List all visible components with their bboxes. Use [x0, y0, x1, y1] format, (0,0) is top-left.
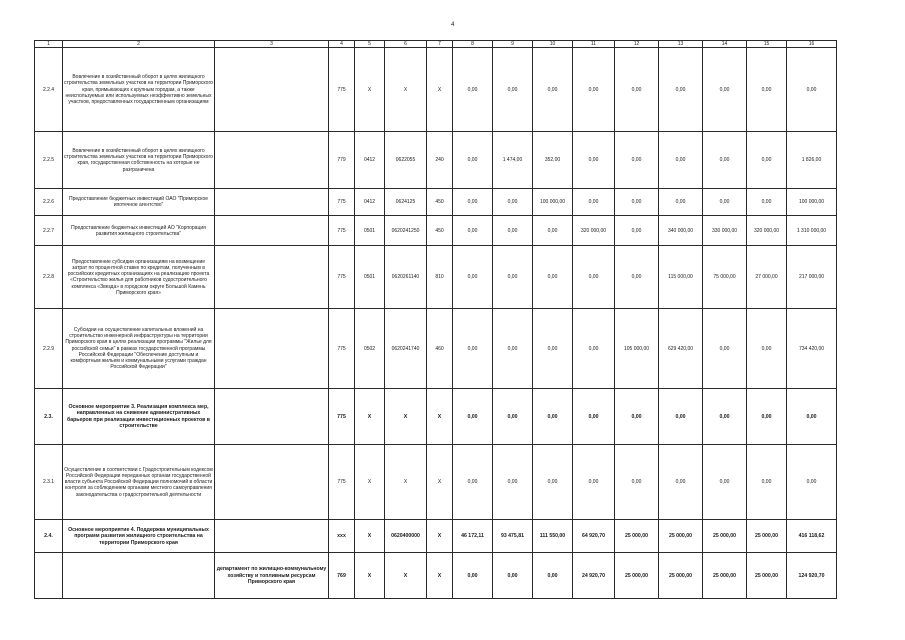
- code-grbs: 775: [329, 48, 355, 132]
- value-col-12: 25 000,00: [615, 553, 659, 599]
- code-rzpr: 0412: [355, 189, 385, 216]
- value-col-8: 0,00: [453, 445, 493, 520]
- row-description: [63, 553, 215, 599]
- value-col-9: 0,00: [493, 216, 533, 246]
- value-col-12: 0,00: [615, 189, 659, 216]
- value-col-14: 0,00: [703, 189, 747, 216]
- responsible-executor: [215, 520, 329, 553]
- code-csr: 0622055: [385, 132, 427, 189]
- value-col-8: 0,00: [453, 216, 493, 246]
- value-total: 217 000,00: [787, 246, 837, 309]
- value-col-15: 0,00: [747, 132, 787, 189]
- value-col-15: 0,00: [747, 445, 787, 520]
- value-col-13: 25 000,00: [659, 553, 703, 599]
- value-total: 124 920,70: [787, 553, 837, 599]
- value-col-14: 0,00: [703, 445, 747, 520]
- row-number: 2.2.8: [35, 246, 63, 309]
- code-csr: X: [385, 445, 427, 520]
- code-csr: X: [385, 389, 427, 445]
- code-csr: 0620241250: [385, 216, 427, 246]
- column-number: 11: [573, 41, 615, 48]
- row-number: 2.4.: [35, 520, 63, 553]
- value-col-15: 27 000,00: [747, 246, 787, 309]
- value-col-13: 0,00: [659, 48, 703, 132]
- value-col-10: 100 000,00: [533, 189, 573, 216]
- code-rzpr: 0501: [355, 246, 385, 309]
- column-number: 4: [329, 41, 355, 48]
- value-col-8: 0,00: [453, 553, 493, 599]
- table-row: [35, 189, 837, 216]
- value-col-9: 1 474,00: [493, 132, 533, 189]
- code-csr: 0620400000: [385, 520, 427, 553]
- value-col-13: 0,00: [659, 189, 703, 216]
- value-col-9: 0,00: [493, 309, 533, 389]
- row-description: Основное мероприятие 3. Реализация комплекса мер, направленных на снижение административных барьеров при реализации инвестиционных проектов в строительстве: [63, 389, 215, 445]
- value-col-11: 0,00: [573, 445, 615, 520]
- code-vr: 450: [427, 216, 453, 246]
- row-number: 2.2.4: [35, 48, 63, 132]
- value-total: 100 000,00: [787, 189, 837, 216]
- responsible-executor: [215, 389, 329, 445]
- value-col-10: 352,00: [533, 132, 573, 189]
- row-number: 2.3.: [35, 389, 63, 445]
- value-col-11: 0,00: [573, 132, 615, 189]
- value-col-12: 0,00: [615, 445, 659, 520]
- column-number: 12: [615, 41, 659, 48]
- value-col-12: 105 000,00: [615, 309, 659, 389]
- value-col-12: 0,00: [615, 216, 659, 246]
- value-col-15: 0,00: [747, 309, 787, 389]
- value-col-11: 0,00: [573, 48, 615, 132]
- value-col-10: 0,00: [533, 553, 573, 599]
- value-col-12: 0,00: [615, 389, 659, 445]
- value-total: 734 420,00: [787, 309, 837, 389]
- value-total: 1 310 000,00: [787, 216, 837, 246]
- row-number: 2.2.5: [35, 132, 63, 189]
- responsible-executor: [215, 309, 329, 389]
- value-col-13: 115 000,00: [659, 246, 703, 309]
- value-col-11: 24 920,70: [573, 553, 615, 599]
- value-col-10: 0,00: [533, 246, 573, 309]
- value-col-9: 0,00: [493, 553, 533, 599]
- value-col-8: 0,00: [453, 309, 493, 389]
- row-description: Вовлечение в хозяйственный оборот в целях жилищного строительства земельных участков на территории Приморского края, примыкающих к крупным городам, а также неиспользуемых или используемых неэффективно земельных участков, предоставленных государственным организациям: [63, 48, 215, 132]
- code-rzpr: X: [355, 520, 385, 553]
- code-grbs: 775: [329, 445, 355, 520]
- value-col-11: 64 920,70: [573, 520, 615, 553]
- value-col-14: 0,00: [703, 132, 747, 189]
- value-col-15: 25 000,00: [747, 520, 787, 553]
- value-total: 0,00: [787, 389, 837, 445]
- code-grbs: 779: [329, 132, 355, 189]
- responsible-executor: [215, 132, 329, 189]
- table-row: [35, 520, 837, 553]
- value-col-12: 0,00: [615, 48, 659, 132]
- value-col-11: 0,00: [573, 189, 615, 216]
- value-col-14: 25 000,00: [703, 553, 747, 599]
- table-row: [35, 553, 837, 599]
- value-col-13: 0,00: [659, 132, 703, 189]
- value-col-8: 46 172,11: [453, 520, 493, 553]
- table-row: [35, 132, 837, 189]
- code-rzpr: X: [355, 389, 385, 445]
- table-row: [35, 246, 837, 309]
- row-number: [35, 553, 63, 599]
- value-col-8: 0,00: [453, 132, 493, 189]
- value-col-13: 0,00: [659, 445, 703, 520]
- value-col-12: 25 000,00: [615, 520, 659, 553]
- row-number: 2.2.7: [35, 216, 63, 246]
- responsible-executor: [215, 445, 329, 520]
- row-description: Субсидии на осуществление капитальных вложений на строительство инженерной инфраструктуры на территории Приморского края в целях реализации программы "Жилье для российской семьи" в рамках государственной программы Российской Федерации "Обеспечение доступным и комфортным жильем и коммунальными услугами граждан Российской Федерации": [63, 309, 215, 389]
- value-col-9: 0,00: [493, 48, 533, 132]
- code-rzpr: 0501: [355, 216, 385, 246]
- responsible-executor: [215, 246, 329, 309]
- row-description: Осуществление в соответствии с Градостроительным кодексом Российской Федерации переданных органам государственной власти субъекта Российской Федерации полномочий в области контроля за соблюдением органами местного самоуправления законодательства о градостроительной деятельности: [63, 445, 215, 520]
- value-total: 1 826,00: [787, 132, 837, 189]
- value-col-10: 0,00: [533, 445, 573, 520]
- code-grbs: 775: [329, 309, 355, 389]
- code-rzpr: 0412: [355, 132, 385, 189]
- value-col-10: 0,00: [533, 48, 573, 132]
- value-col-11: 0,00: [573, 309, 615, 389]
- value-col-15: 0,00: [747, 189, 787, 216]
- table-row: [35, 216, 837, 246]
- value-col-8: 0,00: [453, 389, 493, 445]
- column-number: 14: [703, 41, 747, 48]
- value-col-14: 0,00: [703, 48, 747, 132]
- value-col-10: 111 550,00: [533, 520, 573, 553]
- row-description: Основное мероприятие 4. Поддержка муниципальных программ развития жилищного строительства на территории Приморского края: [63, 520, 215, 553]
- value-col-8: 0,00: [453, 189, 493, 216]
- code-rzpr: X: [355, 48, 385, 132]
- value-col-8: 0,00: [453, 246, 493, 309]
- value-col-10: 0,00: [533, 309, 573, 389]
- code-grbs: 775: [329, 246, 355, 309]
- code-vr: X: [427, 553, 453, 599]
- code-vr: X: [427, 520, 453, 553]
- table-row: [35, 389, 837, 445]
- value-col-13: 629 420,00: [659, 309, 703, 389]
- value-col-13: 0,00: [659, 389, 703, 445]
- value-col-14: 0,00: [703, 389, 747, 445]
- table-row: [35, 48, 837, 132]
- value-col-9: 0,00: [493, 445, 533, 520]
- column-number: 2: [63, 41, 215, 48]
- code-csr: X: [385, 48, 427, 132]
- code-csr: 0620261140: [385, 246, 427, 309]
- row-number: 2.2.9: [35, 309, 63, 389]
- value-col-9: 0,00: [493, 246, 533, 309]
- row-description: Вовлечение в хозяйственный оборот в целях жилищного строительства земельных участков на территории Приморского края, государственная собственность на которые не разграничена: [63, 132, 215, 189]
- value-col-9: 0,00: [493, 389, 533, 445]
- budget-table: [34, 40, 837, 599]
- code-grbs: 775: [329, 189, 355, 216]
- code-vr: X: [427, 48, 453, 132]
- code-rzpr: X: [355, 553, 385, 599]
- value-col-9: 0,00: [493, 189, 533, 216]
- table-row: [35, 309, 837, 389]
- column-number: 1: [35, 41, 63, 48]
- value-col-14: 330 000,00: [703, 216, 747, 246]
- code-vr: 460: [427, 309, 453, 389]
- column-number: 3: [215, 41, 329, 48]
- page-number: 4: [451, 22, 455, 28]
- value-col-13: 25 000,00: [659, 520, 703, 553]
- column-number: 6: [385, 41, 427, 48]
- code-vr: 810: [427, 246, 453, 309]
- value-col-15: 25 000,00: [747, 553, 787, 599]
- column-number: 8: [453, 41, 493, 48]
- value-col-12: 0,00: [615, 246, 659, 309]
- value-col-10: 0,00: [533, 216, 573, 246]
- code-vr: 240: [427, 132, 453, 189]
- responsible-executor: департамент по жилищно-коммунальному хозяйству и топливным ресурсам Приморского края: [215, 553, 329, 599]
- code-vr: X: [427, 445, 453, 520]
- value-total: 416 118,62: [787, 520, 837, 553]
- value-col-15: 320 000,00: [747, 216, 787, 246]
- row-number: 2.2.6: [35, 189, 63, 216]
- header-row: [35, 41, 837, 48]
- code-rzpr: 0502: [355, 309, 385, 389]
- responsible-executor: [215, 216, 329, 246]
- code-grbs: 775: [329, 389, 355, 445]
- code-grbs: xxx: [329, 520, 355, 553]
- row-description: Предоставление бюджетных инвестиций ОАО "Приморское ипотечное агентство": [63, 189, 215, 216]
- value-col-15: 0,00: [747, 48, 787, 132]
- value-col-14: 75 000,00: [703, 246, 747, 309]
- column-number: 13: [659, 41, 703, 48]
- value-col-11: 0,00: [573, 389, 615, 445]
- code-grbs: 769: [329, 553, 355, 599]
- row-description: Предоставление субсидии организациям на возмещение затрат по процентной ставке по кредитам, полученным в российских кредитных организациях на реализацию проекта «Строительство жилья для работников судостроительного комплекса «Звезда» в городском округе Большой Камень Приморского края»: [63, 246, 215, 309]
- responsible-executor: [215, 189, 329, 216]
- column-number: 7: [427, 41, 453, 48]
- code-csr: 0624125: [385, 189, 427, 216]
- row-description: Предоставление бюджетных инвестиций АО "Корпорация развития жилищного строительства": [63, 216, 215, 246]
- row-number: 2.3.1: [35, 445, 63, 520]
- value-col-12: 0,00: [615, 132, 659, 189]
- value-col-11: 320 000,00: [573, 216, 615, 246]
- value-col-13: 340 000,00: [659, 216, 703, 246]
- code-rzpr: X: [355, 445, 385, 520]
- code-csr: 0620241740: [385, 309, 427, 389]
- value-total: 0,00: [787, 48, 837, 132]
- column-number: 5: [355, 41, 385, 48]
- value-col-14: 25 000,00: [703, 520, 747, 553]
- value-total: 0,00: [787, 445, 837, 520]
- column-number: 9: [493, 41, 533, 48]
- value-col-9: 93 475,81: [493, 520, 533, 553]
- value-col-10: 0,00: [533, 389, 573, 445]
- code-csr: X: [385, 553, 427, 599]
- code-grbs: 775: [329, 216, 355, 246]
- column-number: 10: [533, 41, 573, 48]
- table-row: [35, 445, 837, 520]
- code-vr: X: [427, 389, 453, 445]
- value-col-11: 0,00: [573, 246, 615, 309]
- code-vr: 450: [427, 189, 453, 216]
- value-col-15: 0,00: [747, 389, 787, 445]
- value-col-8: 0,00: [453, 48, 493, 132]
- value-col-14: 0,00: [703, 309, 747, 389]
- column-number: 16: [787, 41, 837, 48]
- column-number: 15: [747, 41, 787, 48]
- responsible-executor: [215, 48, 329, 132]
